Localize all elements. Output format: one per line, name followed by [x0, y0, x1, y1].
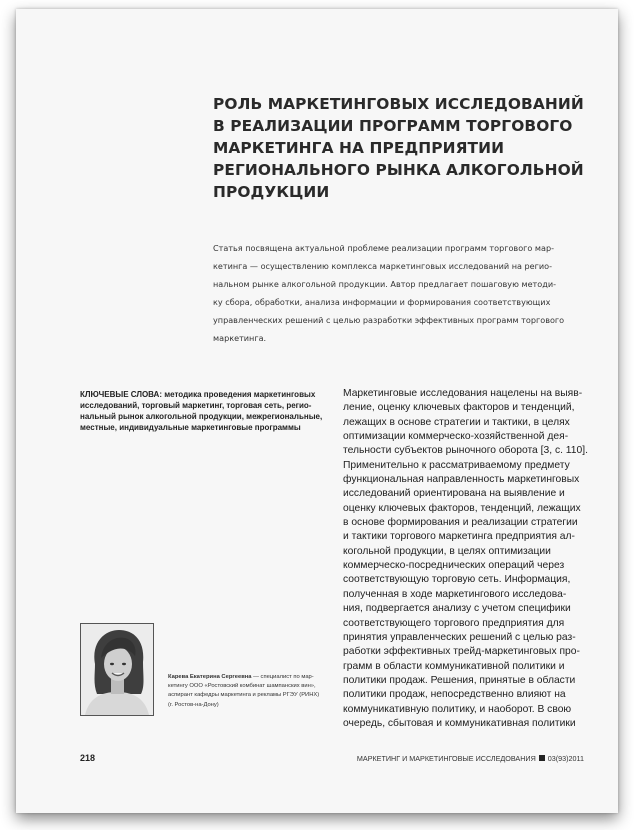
- body-line: очередь, сбытовая и коммуникативная политики: [343, 717, 576, 729]
- title-line: РЕГИОНАЛЬНОГО РЫНКА АЛКОГОЛЬНОЙ: [213, 161, 584, 179]
- body-line: полученная в ходе маркетингового исследова-: [343, 588, 567, 600]
- keywords-line: местные, индивидуальные маркетинговые программы: [80, 423, 301, 432]
- author-photo: [80, 623, 154, 716]
- abstract-line: нальном рынке алкогольной продукции. Автор предлагает пошаговую методи-: [213, 279, 556, 289]
- article-abstract: [213, 239, 598, 347]
- body-line: ление, оценку ключевых факторов и тенденций,: [343, 402, 575, 414]
- journal-issue: 03(93)2011: [547, 754, 584, 763]
- body-line: коммерческо-посреднических операций через: [343, 560, 565, 572]
- keywords-label: КЛЮЧЕВЫЕ СЛОВА:: [80, 390, 162, 399]
- body-line: в основе формирования и реализации стратегии: [343, 517, 578, 529]
- body-line: исследований ориентирована на выявление и: [343, 488, 565, 500]
- keywords-line: [80, 389, 320, 400]
- body-line: когольной продукции, в целях оптимизации: [343, 545, 551, 557]
- journal-page: [16, 9, 618, 813]
- abstract-line: маркетинга.: [213, 333, 267, 343]
- title-line: ПРОДУКЦИИ: [213, 183, 330, 201]
- title-line: РОЛЬ МАРКЕТИНГОВЫХ ИССЛЕДОВАНИЙ: [213, 95, 584, 113]
- journal-footer: [357, 754, 584, 763]
- body-line: и тактики торгового маркетинга предприятия ал-: [343, 531, 575, 543]
- abstract-line: кетинга — осуществлению комплекса маркетинговых исследований на регио-: [213, 261, 553, 271]
- body-line: принятия управленческих решений с целью раз-: [343, 631, 576, 643]
- body-line: грамм в области коммуникативной политики и: [343, 660, 565, 672]
- author-line: аспирант кафедры маркетинга и рекламы РГЭУ (РИНХ): [168, 692, 320, 699]
- body-line: лежащих в основе стратегии и тактики, в целях: [343, 416, 570, 428]
- journal-name: МАРКЕТИНГ И МАРКЕТИНГОВЫЕ ИССЛЕДОВАНИЯ: [356, 754, 536, 763]
- author-portrait-icon: [81, 624, 153, 715]
- author-line: (г. Ростов-на-Дону): [168, 701, 219, 708]
- abstract-line: управленческих решений с целью разработки эффективных программ торгового: [213, 315, 565, 325]
- body-line: Применительно к рассматриваемому предмету: [343, 459, 570, 471]
- body-line: коммуникативную политику, и наоборот. В свою: [343, 703, 572, 715]
- keywords-text: методика проведения маркетинговых: [162, 390, 316, 399]
- body-line: политики продаж. Решения, принятые в области: [343, 674, 576, 686]
- author-role: — специалист по мар-: [251, 674, 314, 680]
- abstract-line: Статья посвящена актуальной проблеме реализации программ торгового мар-: [213, 243, 555, 253]
- body-line: функциональная направленность маркетинговых: [343, 474, 580, 486]
- article-body: [343, 387, 603, 731]
- body-line: соответствующего торгового предприятия для: [343, 617, 565, 629]
- body-line: политики продаж, непосредственно влияют на: [343, 689, 566, 701]
- body-line: оценку ключевых факторов, тенденций, лежащих: [343, 502, 581, 514]
- body-line: работки эффективных трейд-маркетинговых про-: [343, 646, 580, 658]
- keywords-block: [80, 389, 323, 433]
- body-line: тельности субъектов рыночного оборота [3, с. 110].: [343, 445, 588, 457]
- square-bullet-icon: [539, 755, 545, 761]
- title-line: МАРКЕТИНГА НА ПРЕДПРИЯТИИ: [213, 139, 505, 157]
- body-line: соответствующую торговую сеть. Информация,: [343, 574, 571, 586]
- author-name: Карева Екатерина Сергеевна: [168, 674, 252, 680]
- keywords-line: исследований, торговый маркетинг, торговая сеть, регио-: [80, 401, 312, 410]
- body-line: Маркетинговые исследования нацелены на выяв-: [343, 388, 583, 399]
- title-line: В РЕАЛИЗАЦИИ ПРОГРАММ ТОРГОВОГО: [213, 117, 573, 135]
- abstract-line: ку сбора, обработки, анализа информации и формирования соответствующих: [213, 297, 551, 307]
- body-line: оптимизации коммерческо-хозяйственной дея-: [343, 431, 569, 443]
- article-title: [213, 93, 593, 203]
- author-line: кетингу ООО «Ростовский комбинат шампанских вин»,: [168, 683, 316, 690]
- author-line: [168, 673, 348, 682]
- author-info: [168, 673, 348, 710]
- page-number: 218: [80, 753, 96, 763]
- body-line: ния, подвергается анализу с учетом специфики: [343, 603, 571, 615]
- keywords-line: нальный рынок алкогольной продукции, межрегиональные,: [80, 412, 323, 421]
